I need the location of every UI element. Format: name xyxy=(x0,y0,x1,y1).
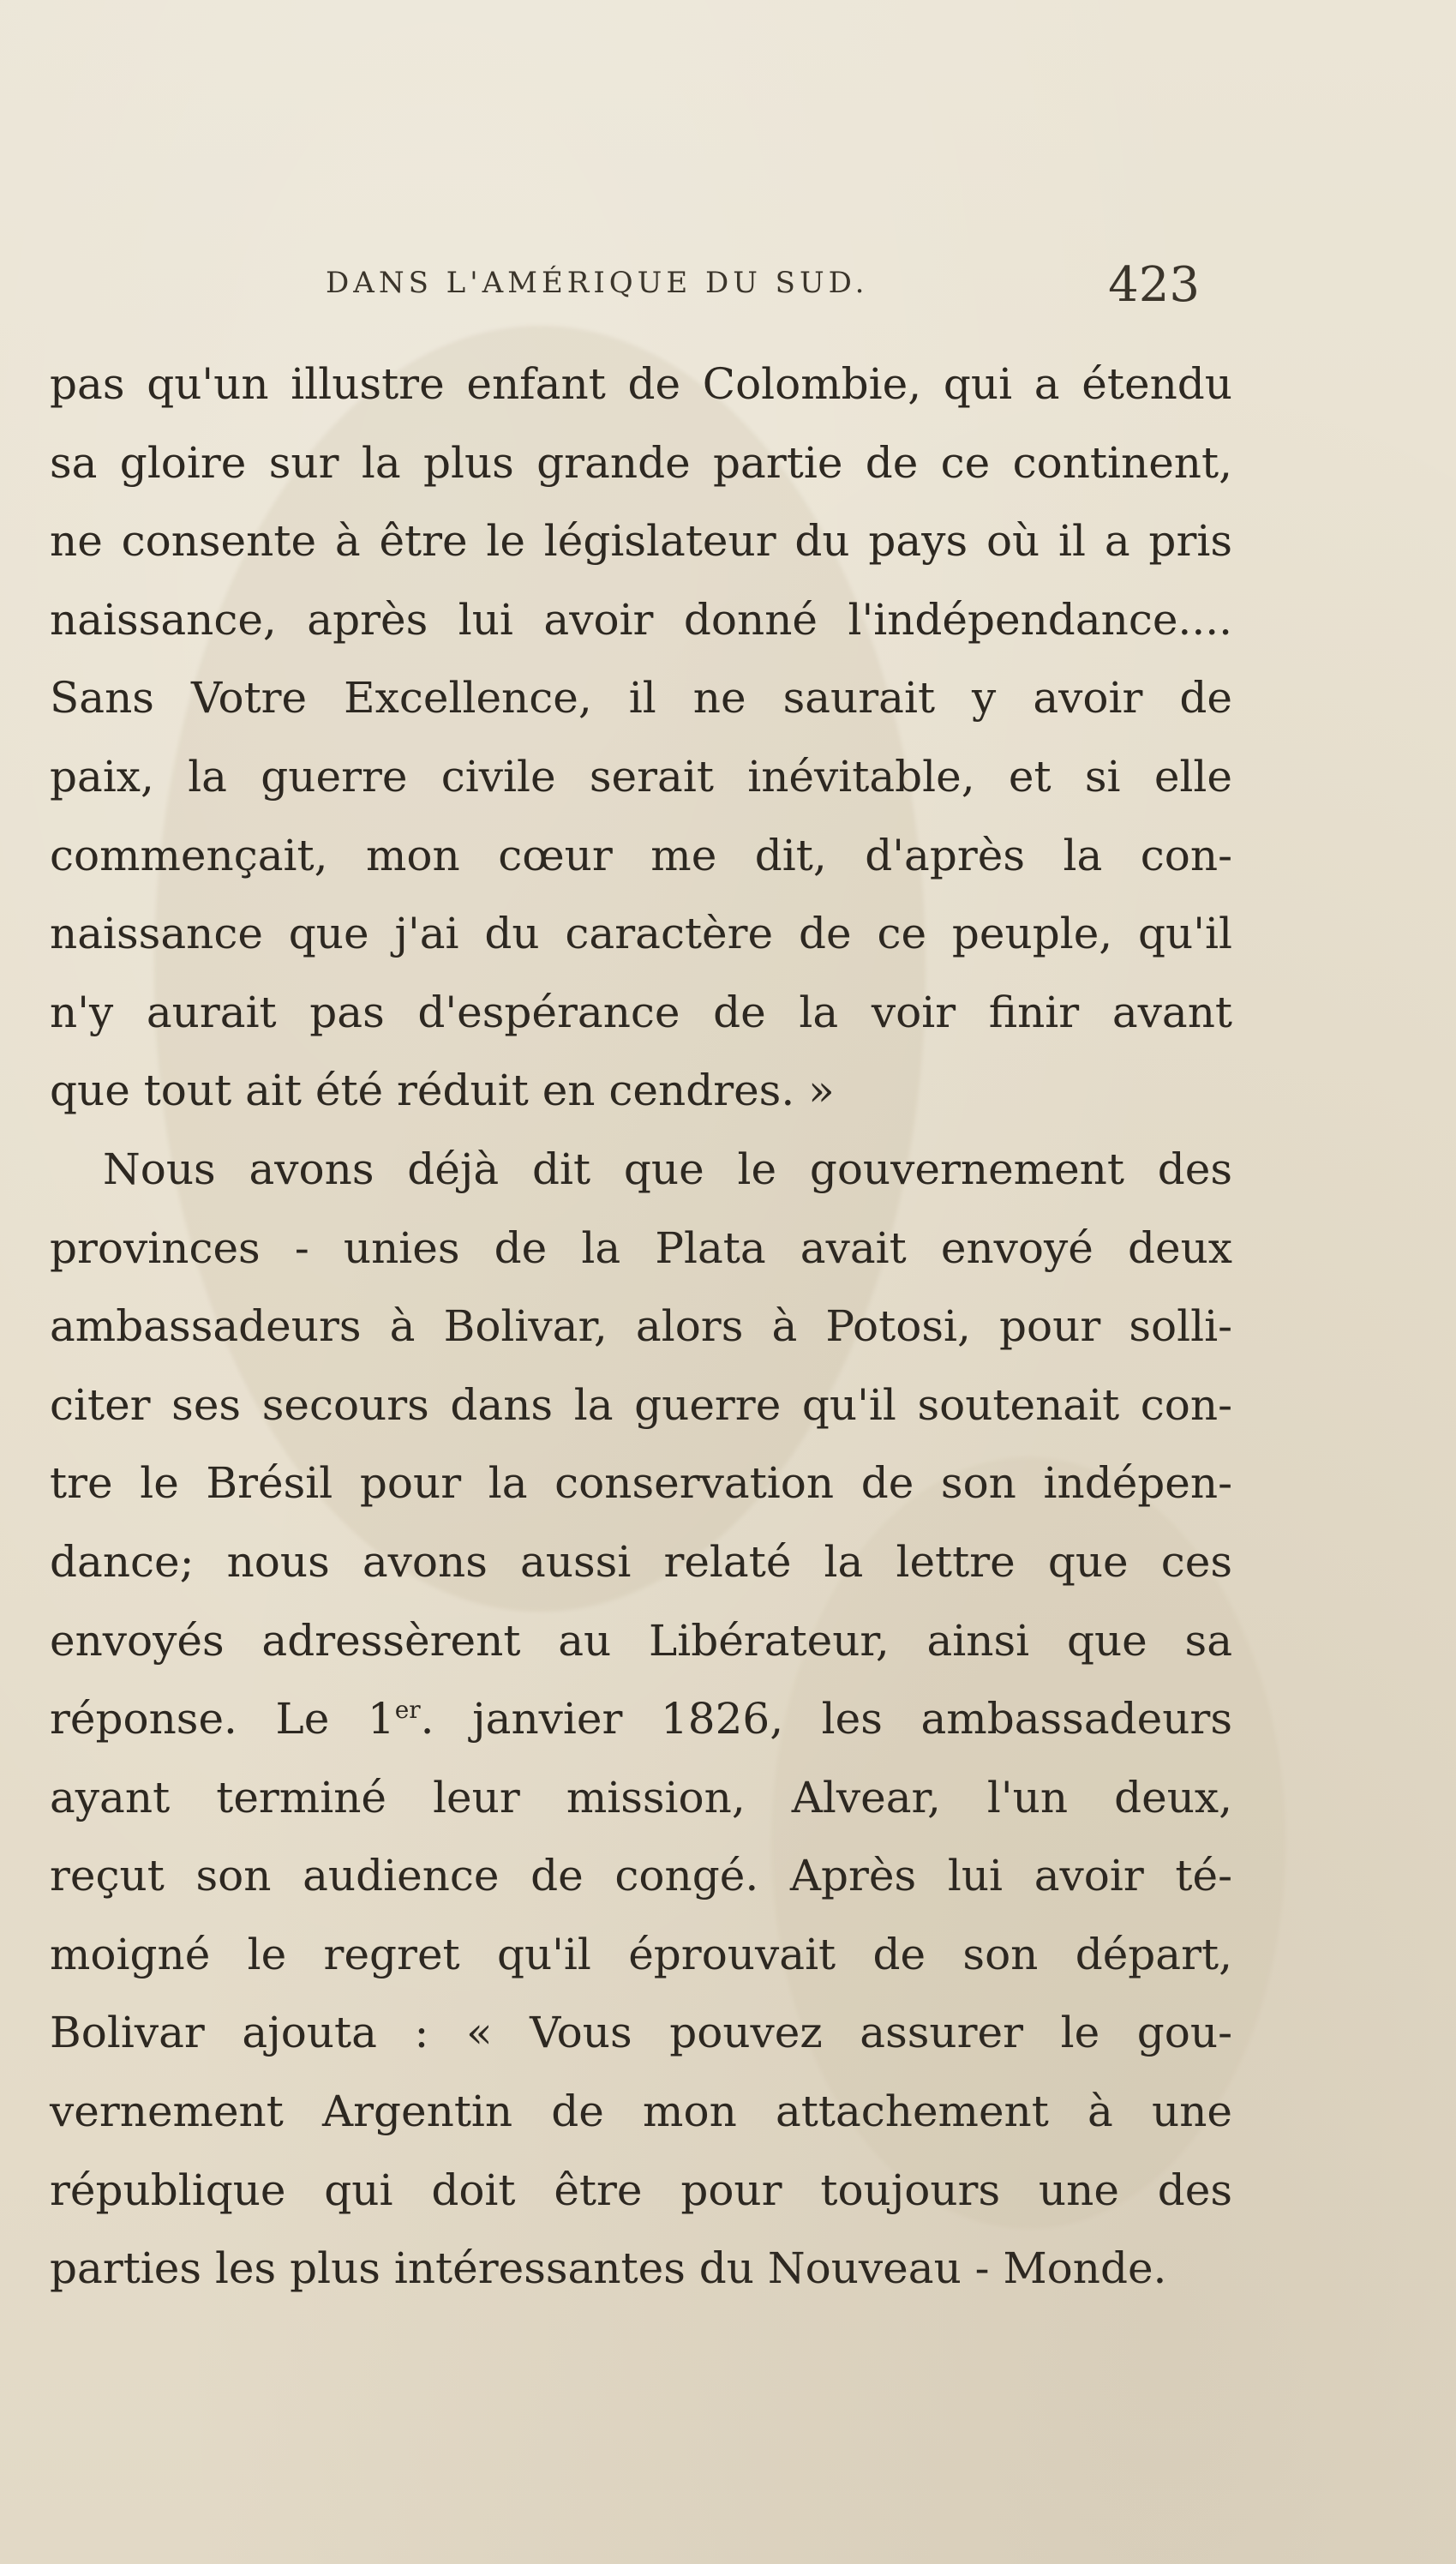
text-line: ayant terminé leur mission, Alvear, l'un deux, xyxy=(50,1772,1232,1822)
page-header xyxy=(326,257,1200,326)
text-line: tre le Brésil pour la conservation de son indépen- xyxy=(50,1458,1232,1509)
text-line: moigné le regret qu'il éprouvait de son départ, xyxy=(50,1929,1232,1979)
text-line: vernement Argentin de mon attachement à une xyxy=(50,2087,1232,2137)
text-line: Sans Votre Excellence, il ne saurait y avoir de xyxy=(50,673,1232,724)
body-text xyxy=(50,345,1232,2309)
text-segment: . janvier 1826, les ambassadeurs xyxy=(420,1694,1232,1744)
text-line: naissance, après lui avoir donné l'indépendance.... xyxy=(50,594,1232,645)
text-line: reçut son audience de congé. Après lui avoir té- xyxy=(50,1851,1232,1901)
running-head: DANS L'AMÉRIQUE DU SUD. xyxy=(326,266,869,300)
text-line: que tout ait été réduit en cendres. » xyxy=(50,1066,835,1116)
text-line xyxy=(50,1680,1232,1759)
text-line: dance; nous avons aussi relaté la lettre que ces xyxy=(50,1536,1232,1587)
text-line: envoyés adressèrent au Libérateur, ainsi que sa xyxy=(50,1615,1232,1666)
text-line: commençait, mon cœur me dit, d'après la con- xyxy=(50,830,1232,880)
text-line: naissance que j'ai du caractère de ce peuple, qu'il xyxy=(50,909,1232,959)
text-line: ambassadeurs à Bolivar, alors à Potosi, pour solli- xyxy=(50,1301,1232,1352)
text-line: ne consente à être le législateur du pays où il a pris xyxy=(50,516,1232,567)
text-line: parties les plus intéressantes du Nouveau - Monde. xyxy=(50,2243,1167,2294)
text-line: provinces - unies de la Plata avait envoyé deux xyxy=(50,1222,1232,1273)
text-line: Bolivar ajouta : « Vous pouvez assurer le gou- xyxy=(50,2008,1232,2058)
text-segment: réponse. Le 1 xyxy=(50,1694,395,1744)
page-number: 423 xyxy=(1108,257,1200,313)
superscript: er xyxy=(394,1696,421,1725)
paragraph-first-line: Nous avons déjà dit que le gouvernement des xyxy=(103,1144,1232,1194)
text-line: pas qu'un illustre enfant de Colombie, qui a étendu xyxy=(50,359,1232,409)
text-line: république qui doit être pour toujours une des xyxy=(50,2165,1232,2215)
text-line: paix, la guerre civile serait inévitable, et si elle xyxy=(50,751,1232,802)
text-line: sa gloire sur la plus grande partie de ce continent, xyxy=(50,437,1232,488)
text-line: n'y aurait pas d'espérance de la voir finir avant xyxy=(50,987,1232,1037)
text-line: citer ses secours dans la guerre qu'il soutenait con- xyxy=(50,1379,1232,1430)
